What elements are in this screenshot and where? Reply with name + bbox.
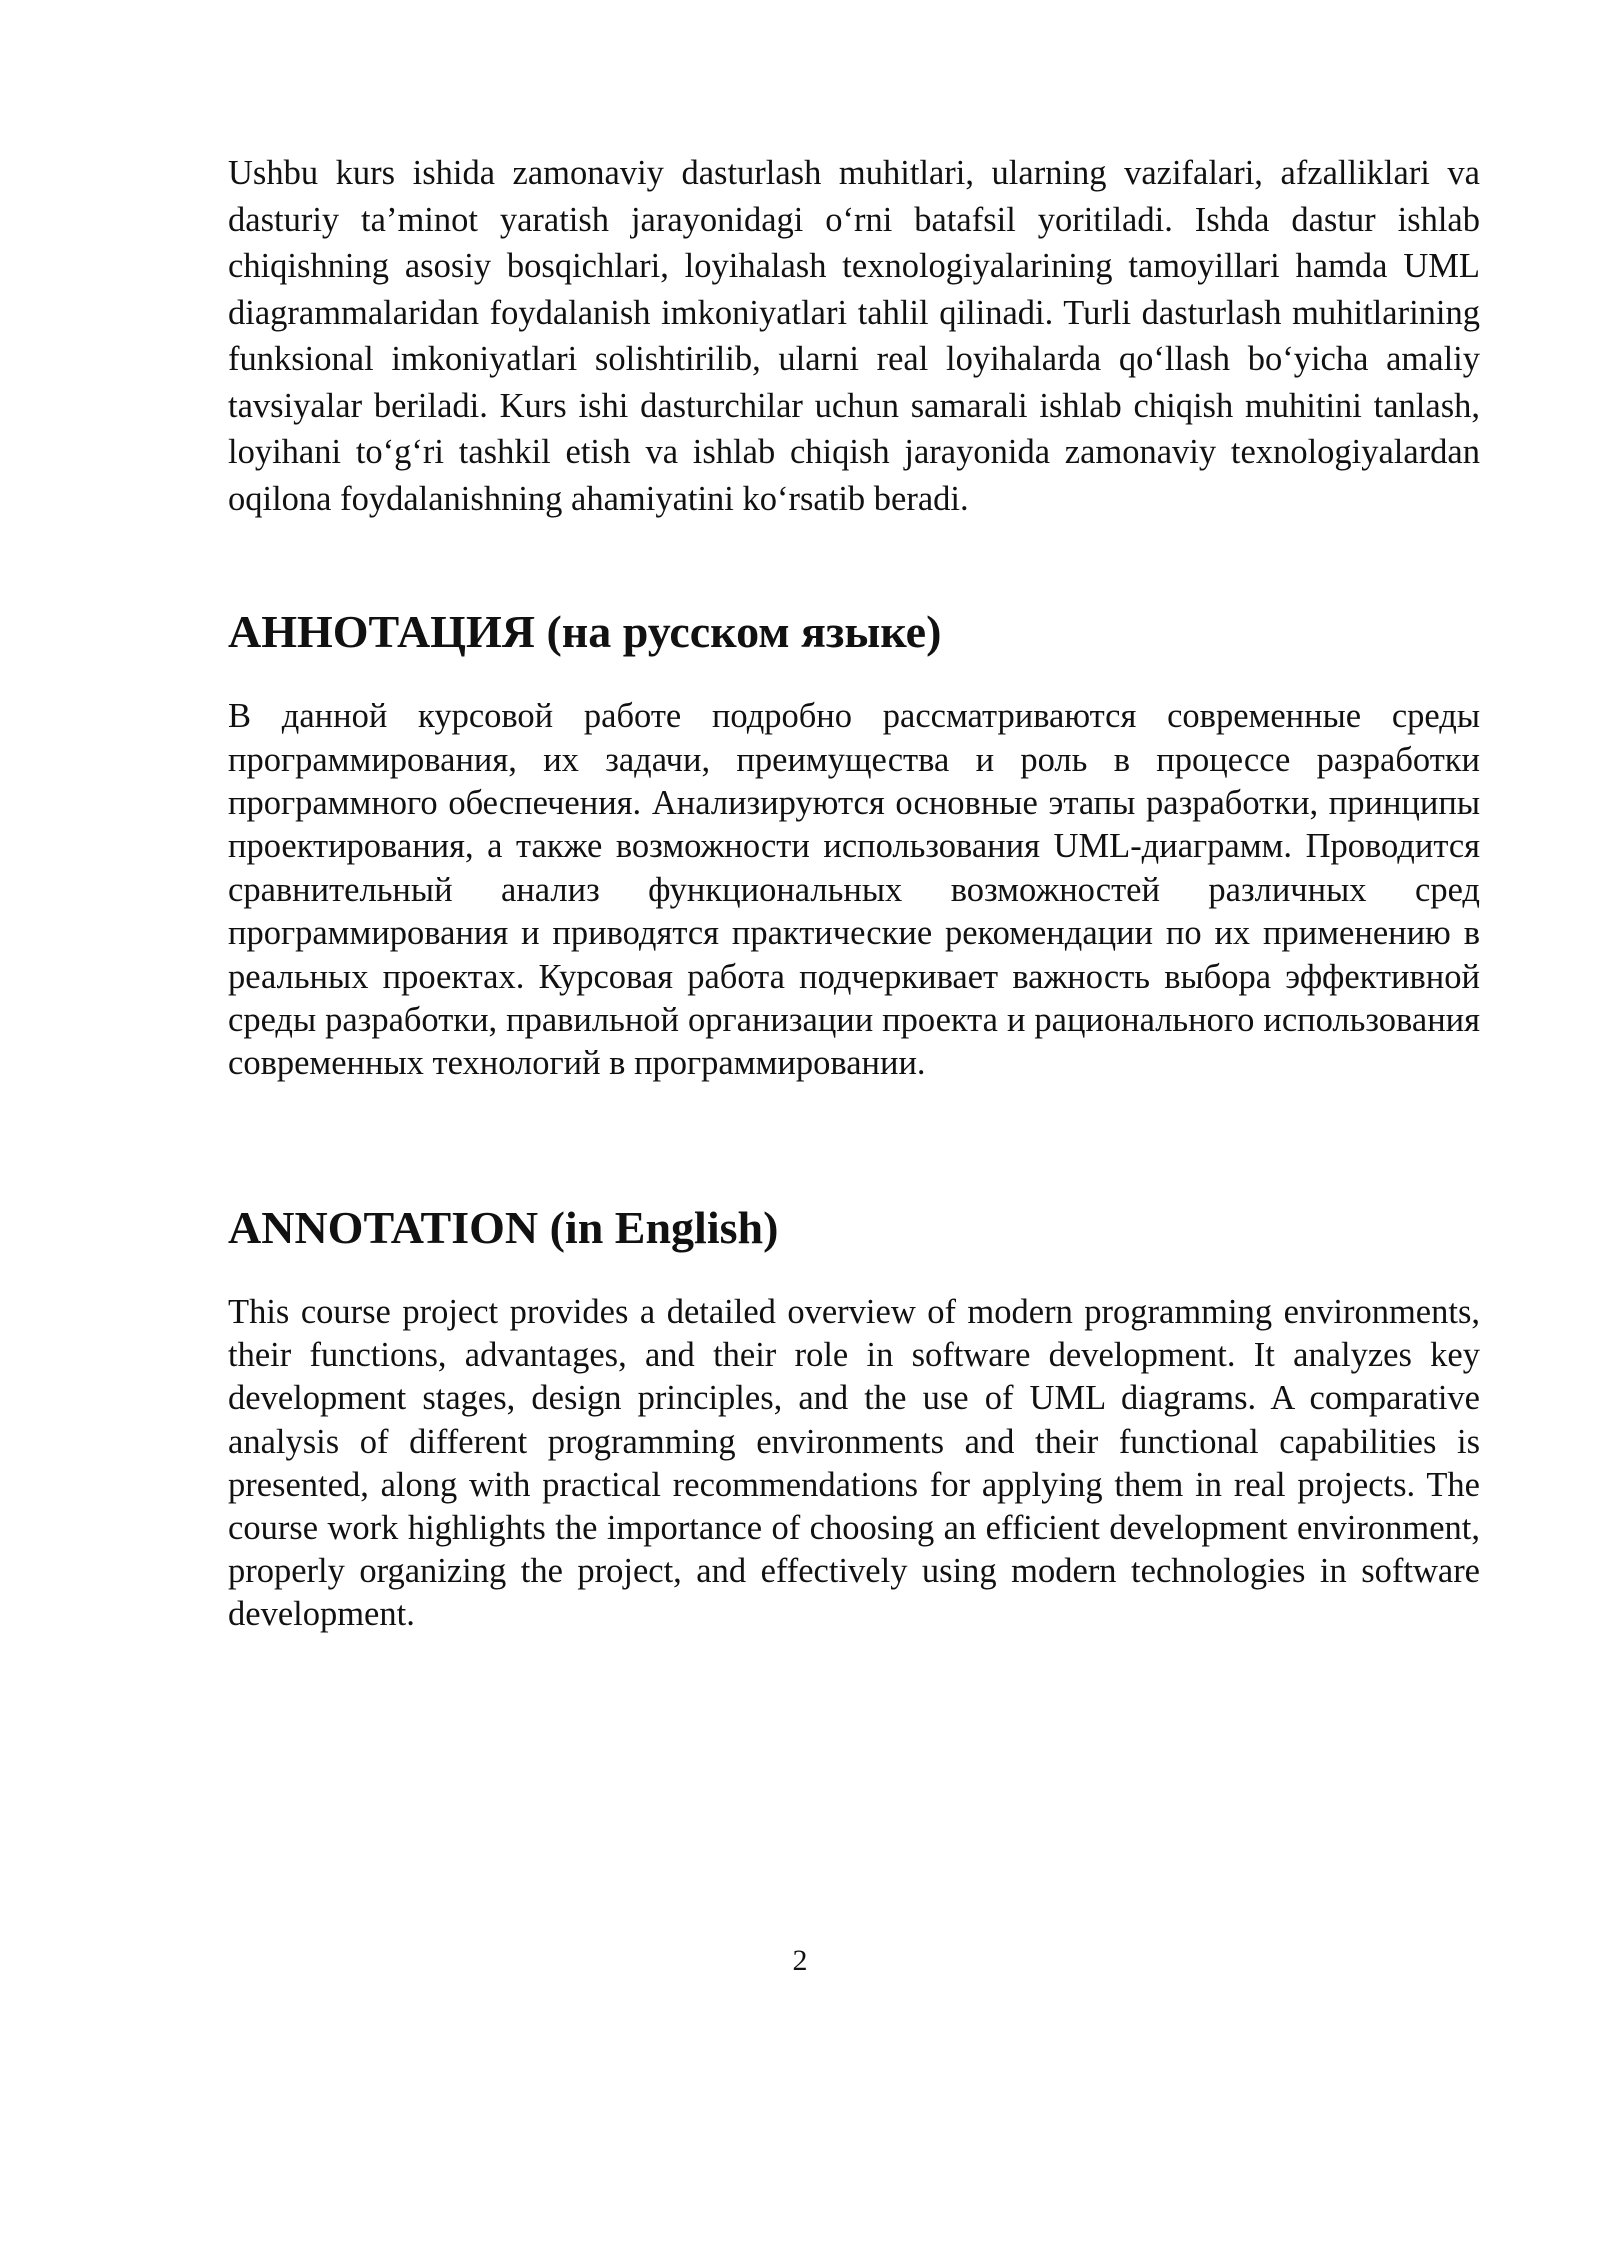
page-content bbox=[228, 150, 1480, 1637]
page-number: 2 bbox=[792, 1944, 808, 1977]
russian-annotation-block bbox=[228, 695, 1480, 1086]
russian-annotation-paragraph: В данной курсовой работе подробно рассматриваются современные среды программирования, их задачи, преимущества и роль в процессе разработки программного обеспечения. Анализируются основные этапы разработки, принципы проектирования, а также возможности использования UML-диаграмм. Проводится сравнительный анализ функциональных возможностей различных сред программирования и приводятся практические рекомендации по их применению в реальных проектах. Курсовая работа подчеркивает важность выбора эффективной среды разработки, правильной организации проекта и рационального использования современных технологий в программировании. bbox=[228, 697, 1480, 1083]
english-annotation-heading: ANNOTATION (in English) bbox=[228, 1201, 779, 1253]
english-annotation-paragraph: This course project provides a detailed overview of modern programming environments, their functions, advantages, and their role in software development. It analyzes key development stages, design principles, and the use of UML diagrams. A comparative analysis of different programming environments and their functional capabilities is presented, along with practical recommendations for applying them in real projects. The course work highlights the importance of choosing an efficient development environment, properly organizing the project, and effectively using modern technologies in software development. bbox=[228, 1293, 1480, 1634]
uzbek-annotation-paragraph: Ushbu kurs ishida zamonaviy dasturlash muhitlari, ularning vazifalari, afzalliklari va dasturiy ta’minot yaratish jarayonidagi o‘rni batafsil yoritiladi. Ishda dastur ishlab chiqishning asosiy bosqichlari, loyihalash texnologiyalarining tamoyillari hamda UML diagrammalaridan foydalanish imkoniyatlari tahlil qilinadi. Turli dasturlash muhitlarining funksional imkoniyatlari solishtirilib, ularni real loyihalarda qo‘llash bo‘yicha amaliy tavsiyalar beriladi. Kurs ishi dasturchilar uchun samarali ishlab chiqish muhitini tanlash, loyihani to‘g‘ri tashkil etish va ishlab chiqish jarayonida zamonaviy texnologiyalardan oqilona foydalanishning ahamiyatini ko‘rsatib beradi. bbox=[228, 154, 1480, 518]
russian-annotation-heading: АННОТАЦИЯ (на русском языке) bbox=[228, 606, 942, 657]
english-annotation-block bbox=[228, 1291, 1480, 1637]
